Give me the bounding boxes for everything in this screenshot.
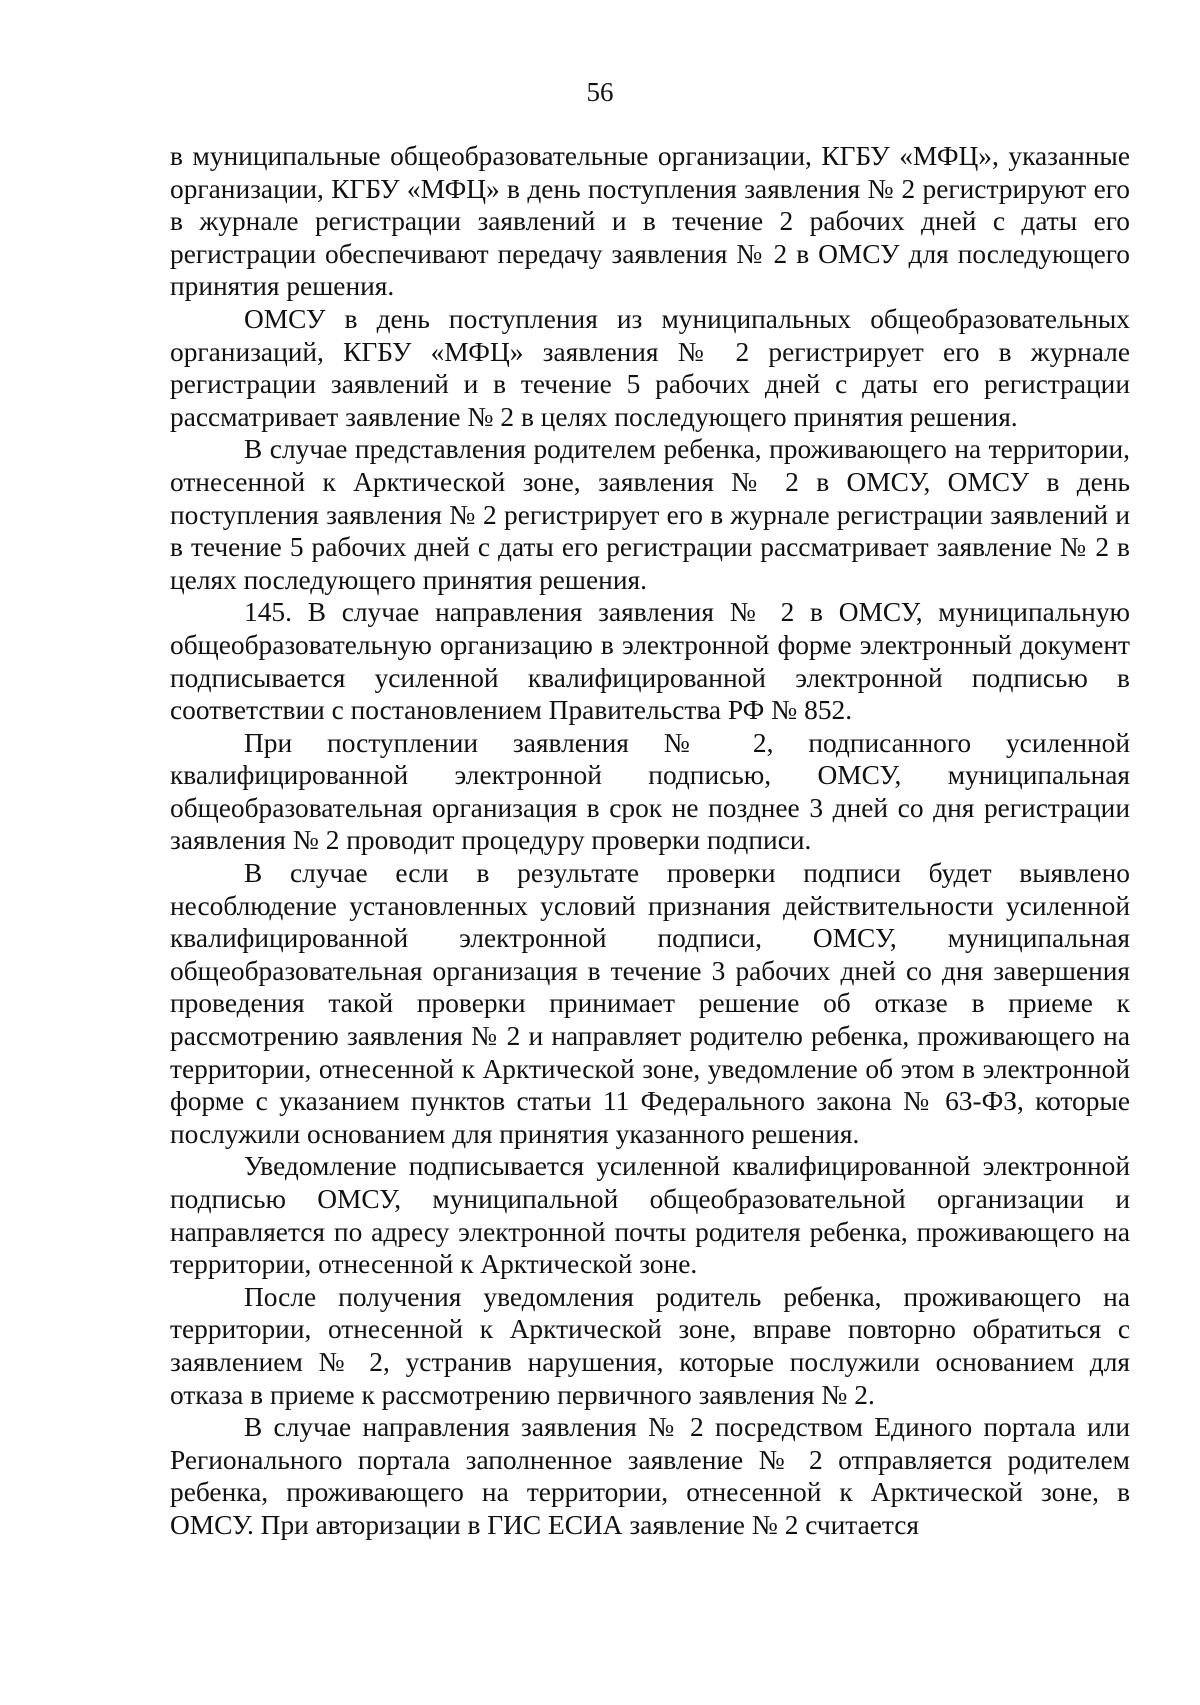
paragraph-continuation: в муниципальные общеобразовательные организации, КГБУ «МФЦ», указанные организации, КГБУ «МФЦ» в день поступления заявления № 2 регистрируют его в журнале регистрации заявлений и в течение 2 рабочих дней с даты его регистрации обеспечивают передачу заявления № 2 в ОМСУ для последующего принятия решения.: [170, 141, 1130, 302]
document-body: [170, 140, 1130, 1542]
paragraph: Уведомление подписывается усиленной квалифицированной электронной подписью ОМСУ, муниципальной общеобразовательной организации и направляется по адресу электронной почты родителя ребенка, проживающего на территории, отнесенной к Арктической зоне.: [170, 1151, 1130, 1280]
paragraph: При поступлении заявления № 2, подписанного усиленной квалифицированной электронной подписью, ОМСУ, муниципальная общеобразовательная организация в срок не позднее 3 дней со дня регистрации заявления № 2 проводит процедуру проверки подписи.: [170, 727, 1130, 856]
paragraph-last: В случае направления заявления № 2 посредством Единого портала или Регионального портала заполненное заявление № 2 отправляется родителем ребенка, проживающего на территории, отнесенной к Арктической зоне, в ОМСУ. При авторизации в ГИС ЕСИА заявление № 2 считается: [170, 1412, 1130, 1540]
page-number: 56: [586, 77, 614, 107]
paragraph: После получения уведомления родитель ребенка, проживающего на территории, отнесенной к Арктической зоне, вправе повторно обратиться с заявлением № 2, устранив нарушения, которые послужили основанием для отказа в приеме к рассмотрению первичного заявления № 2.: [170, 1281, 1130, 1410]
paragraph: ОМСУ в день поступления из муниципальных общеобразовательных организаций, КГБУ «МФЦ» заявления № 2 регистрирует его в журнале регистрации заявлений и в течение 5 рабочих дней с даты его регистрации рассматривает заявление № 2 в целях последующего принятия решения.: [170, 303, 1130, 432]
paragraph: В случае если в результате проверки подписи будет выявлено несоблюдение установленных условий признания действительности усиленной квалифицированной электронной подписи, ОМСУ, муниципальная общеобразовательная организация в течение 3 рабочих дней со дня завершения проведения такой проверки принимает решение об отказе в приеме к рассмотрению заявления № 2 и направляет родителю ребенка, проживающего на территории, отнесенной к Арктической зоне, уведомление об этом в электронной форме с указанием пунктов статьи 11 Федерального закона № 63-ФЗ, которые послужили основанием для принятия указанного решения.: [170, 858, 1130, 1149]
paragraph: В случае представления родителем ребенка, проживающего на территории, отнесенной к Арктической зоне, заявления № 2 в ОМСУ, ОМСУ в день поступления заявления № 2 регистрирует его в журнале регистрации заявлений и в течение 5 рабочих дней с даты его регистрации рассматривает заявление № 2 в целях последующего принятия решения.: [170, 434, 1130, 595]
paragraph-clause-145: 145. В случае направления заявления № 2 в ОМСУ, муниципальную общеобразовательную организацию в электронной форме электронный документ подписывается усиленной квалифицированной электронной подписью в соответствии с постановлением Правительства РФ № 852.: [170, 597, 1130, 726]
